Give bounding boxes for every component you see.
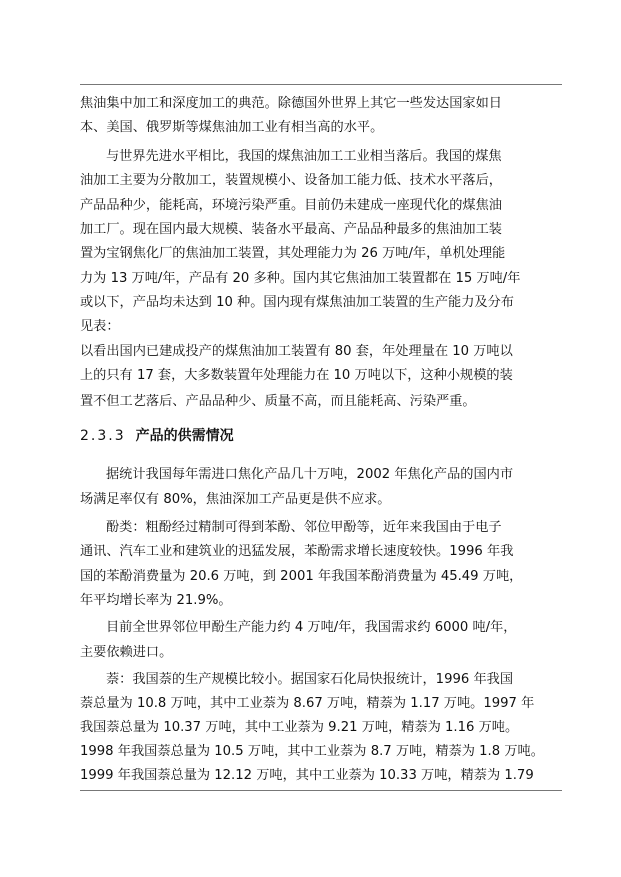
- p6-line-1: 目前全世界邻位甲酚生产能力约 4 万吨/年，我国需求约 6000 吨/年，: [106, 620, 517, 635]
- p2-line-2: 油加工主要为分散加工，装置规模小、设备加工能力低、技术水平落后，: [80, 173, 502, 188]
- p7-line-2: 萘总量为 10.8 万吨，其中工业萘为 8.67 万吨，精萘为 1.17 万吨。1997 年: [80, 696, 535, 711]
- p3-line-3: 置不但工艺落后、产品品种少、质量不高，而且能耗高、污染严重。: [80, 394, 476, 409]
- p7-line-5: 1999 年我国萘总量为 12.12 万吨，其中工业萘为 10.33 万吨，精萘为 1.79: [80, 768, 534, 783]
- p2-line-5: 置为宝钢焦化厂的焦油加工装置，其处理能力为 26 万吨/年，单机处理能: [80, 246, 506, 261]
- p2-line-4: 加工厂。现在国内最大规模、装备水平最高、产品品种最多的焦油加工装: [80, 222, 502, 237]
- p2-line-6: 力为 13 万吨/年，产品有 20 多种。国内其它焦油加工装置都在 15 万吨/年: [80, 271, 521, 286]
- p7-line-3: 我国萘总量为 10.37 万吨，其中工业萘为 9.21 万吨，精萘为 1.16 万吨。: [80, 720, 519, 735]
- p2-line-3: 产品品种少，能耗高，环境污染严重。目前仍未建成一座现代化的煤焦油: [80, 198, 502, 213]
- p4-line-2: 场满足率仅有 80%，焦油深加工产品更是供不应求。: [80, 492, 391, 507]
- header-rule: [80, 84, 562, 85]
- p7-line-1: 萘：我国萘的生产规模比较小。据国家石化局快报统计，1996 年我国: [106, 672, 514, 687]
- p2-line-7: 或以下，产品均未达到 10 种。国内现有煤焦油加工装置的生产能力及分布: [80, 295, 514, 310]
- p1-line-2: 本、美国、俄罗斯等煤焦油加工业有相当高的水平。: [80, 120, 384, 135]
- p3-line-1: 以看出国内已建成投产的煤焦油加工装置有 80 套，年处理量在 10 万吨以: [80, 344, 513, 359]
- p2-line-1: 与世界先进水平相比，我国的煤焦油加工工业相当落后。我国的煤焦: [106, 149, 502, 164]
- p7-line-4: 1998 年我国萘总量为 10.5 万吨，其中工业萘为 8.7 万吨，精萘为 1.8 万吨。: [80, 744, 544, 759]
- p1-line-1: 焦油集中加工和深度加工的典范。除德国外世界上其它一些发达国家如日: [80, 96, 502, 111]
- section-title: 产品的供需情况: [135, 428, 234, 444]
- p6-line-2: 主要依赖进口。: [80, 645, 173, 660]
- section-heading: [80, 425, 234, 447]
- p5-line-1: 酚类：粗酚经过精制可得到苯酚、邻位甲酚等，近年来我国由于电子: [106, 520, 502, 535]
- section-number: 2.3.3: [80, 428, 126, 444]
- p3-line-2: 上的只有 17 套，大多数装置年处理能力在 10 万吨以下，这种小规模的装: [80, 368, 513, 383]
- p5-line-2: 通讯、汽车工业和建筑业的迅猛发展，苯酚需求增长速度较快。1996 年我: [80, 544, 514, 559]
- p4-line-1: 据统计我国每年需进口焦化产品几十万吨，2002 年焦化产品的国内市: [106, 467, 514, 482]
- p5-line-3: 国的苯酚消费量为 20.6 万吨，到 2001 年我国苯酚消费量为 45.49 万吨，: [80, 569, 523, 584]
- p2-line-8: 见表：: [80, 319, 120, 334]
- p5-line-4: 年平均增长率为 21.9%。: [80, 593, 232, 608]
- footer-rule: [80, 790, 562, 791]
